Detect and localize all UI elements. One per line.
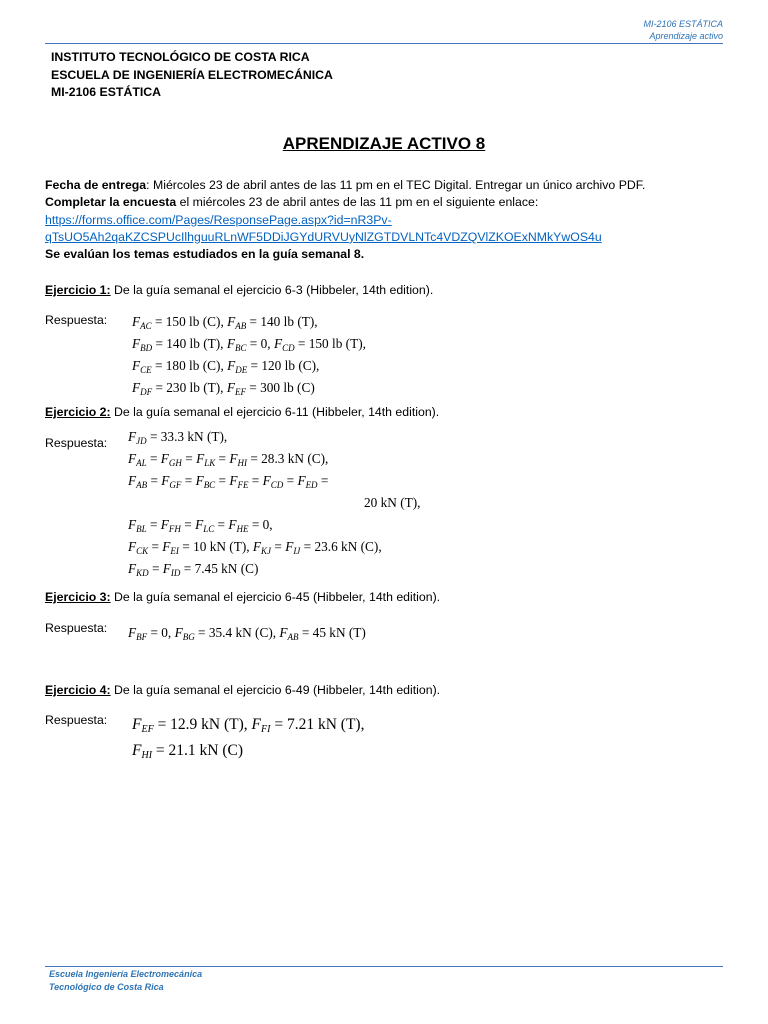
intro-block [45,177,725,263]
header-course-code: MI-2106 ESTÁTICA [643,19,723,29]
institution-name: INSTITUTO TECNOLÓGICO DE COSTA RICA [51,50,310,64]
evaluation-note: Se evalúan los temas estudiados en la guía semanal 8. [45,247,365,262]
due-date-line [45,177,725,194]
survey-link-line1[interactable]: https://forms.office.com/Pages/ResponsePage.aspx?id=nR3Pv- [45,212,392,227]
survey-text: el miércoles 23 de abril antes de las 11 pm en el siguiente enlace: [176,195,539,210]
school-name: ESCUELA DE INGENIERÍA ELECTROMECÁNICA [51,67,333,82]
due-date-label: Fecha de entrega [45,178,147,192]
exercise-2-text: De la guía semanal el ejercicio 6-11 (Hibbeler, 14th edition). [110,405,440,419]
survey-link[interactable] [45,212,725,247]
exercise-2-label: Ejercicio 2: [45,405,111,419]
header-subtitle: Aprendizaje activo [649,31,723,41]
exercise-1-title [45,283,433,297]
exercise-1-text: De la guía semanal el ejercicio 6-3 (Hibbeler, 14th edition). [110,283,434,297]
exercise-4-label: Ejercicio 4: [45,683,111,697]
exercise-1-label: Ejercicio 1: [45,283,111,297]
due-date-text: : Miércoles 23 de abril antes de las 11 pm en el TEC Digital. Entregar un único archivo PDF. [146,178,646,192]
exercise-3-response-label: Respuesta: [45,621,108,635]
page-title: APRENDIZAJE ACTIVO 8 [282,134,486,153]
exercise-2-response-label: Respuesta: [45,436,108,450]
exercise-2-title [45,405,439,419]
exercise-4-title [45,683,440,697]
survey-label: Completar la encuesta [45,195,177,210]
exercise-4-text: De la guía semanal el ejercicio 6-49 (Hibbeler, 14th edition). [110,683,441,697]
survey-link-line2[interactable]: qTsUO5Ah2qaKZCSPUcIlhguuRLnWF5DDiJGYdURVUyNlZGTDVLNTc4VDZQVlZKOExNMkYwOS4u [45,229,602,244]
exercise-1-answer: $F_{AC} = 150$ lb (C), $F_{AB} = 140$ lb (T), $F_{BD} = 140$ lb (T), $F_{BC} = 0$, $F_{CD} = 150$ lb (T), $F_{CE} = 180$ lb (C), $F_{DE} = 120$ lb (C), $F_{DF} = 230$ lb (T), $F_{EF} = 300$ lb (C) [132,314,366,397]
running-header [643,18,723,42]
exercise-2-answer: $F_{JD} = 33.3$ kN (T), $F_{AL} = F_{GH} = F_{LK} = F_{HI} = 28.3$ kN (C), $F_{AB} = F_{GF} = F_{BC} = F_{FE} = F_{CD} = F_{ED}$ = 20 kN (T), $F_{BL} = F_{FH} = F_{LC} = F_{HE} = 0$, $F_{CK} = F_{EI} = 10$ kN (T), $F_{KJ} = F_{IJ} = 23.6$ kN (C), $F_{KD} = F_{ID} = 7.45$ kN (C) [128,429,421,578]
exercise-3-label: Ejercicio 3: [45,590,111,604]
course-name: MI-2106 ESTÁTICA [51,85,162,99]
survey-line [45,194,725,211]
page-footer [49,968,202,993]
exercise-1-response-label: Respuesta: [45,313,108,327]
exercise-3-answer: $F_{BF} = 0$, $F_{BG} = 35.4$ kN (C), $F_{AB} = 45$ kN (T) [128,625,366,642]
footer-divider [45,966,723,967]
exercise-4-answer: $F_{EF} = 12.9$ kN (T), $F_{FI} = 7.21$ kN (T), $F_{HI} = 21.1$ kN (C) [132,716,365,761]
exercise-4-response-label: Respuesta: [45,713,108,727]
header-divider [45,43,723,44]
exercise-3-text: De la guía semanal el ejercicio 6-45 (Hibbeler, 14th edition). [110,590,441,604]
institution-block [51,49,333,102]
exercise-3-title [45,590,440,604]
footer-institution: Tecnológico de Costa Rica [49,981,164,992]
footer-school: Escuela Ingeniería Electromecánica [49,969,203,979]
